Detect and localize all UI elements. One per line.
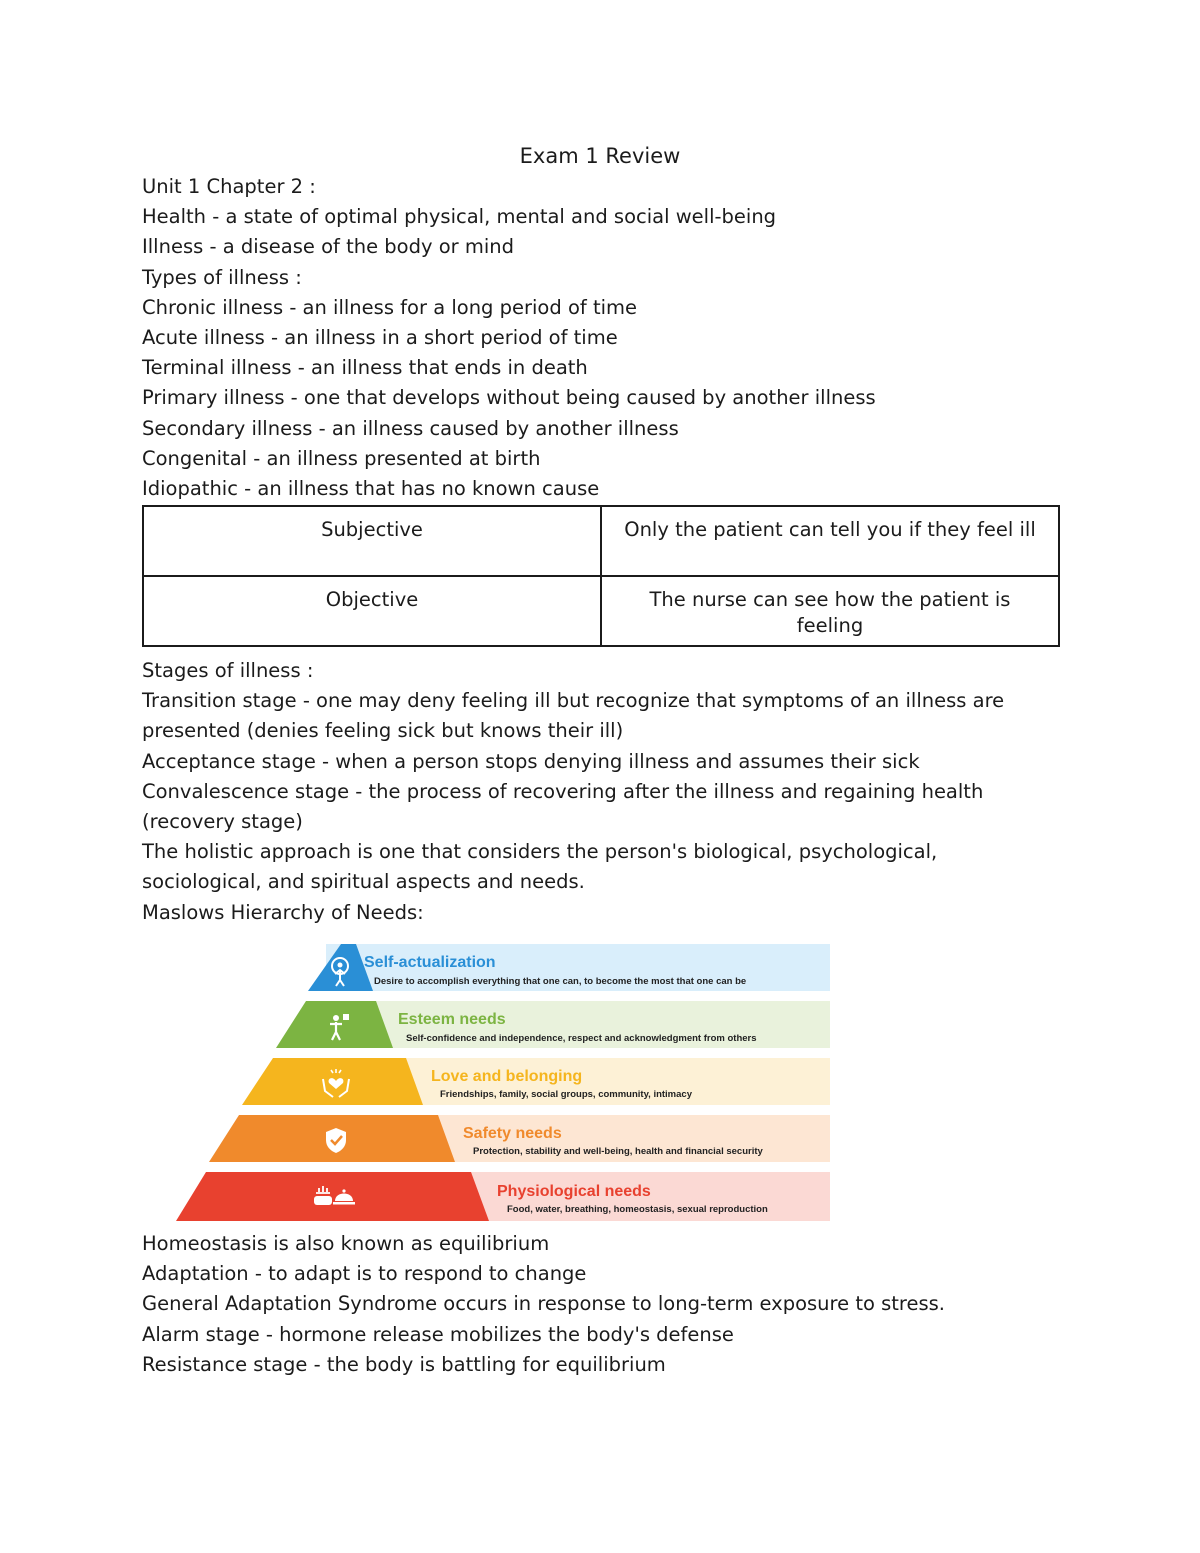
text-line: Resistance stage - the body is battling for equilibrium: [142, 1352, 666, 1376]
text-line: Unit 1 Chapter 2 :: [142, 175, 316, 198]
pyramid-level-3: [242, 1058, 830, 1105]
table-cell-desc: Only the patient can tell you if they feel ill: [601, 506, 1059, 576]
section-adaptation: [142, 1229, 1062, 1380]
table-cell-term: Subjective: [143, 506, 601, 576]
text-line: General Adaptation Syndrome occurs in response to long-term exposure to stress.: [142, 1292, 946, 1316]
maslow-pyramid: [176, 944, 830, 1222]
level-trapezoid: [176, 1172, 489, 1221]
symptoms-table: [142, 505, 1060, 647]
level-title: Esteem needs: [398, 1011, 506, 1028]
text-line: Illness - a disease of the body or mind: [142, 235, 515, 259]
text-line: Terminal illness - an illness that ends in death: [142, 356, 588, 380]
text-line: Maslows Hierarchy of Needs:: [142, 900, 424, 924]
pyramid-level-1: [308, 944, 830, 991]
text-line: Congenital - an illness presented at birth: [142, 446, 541, 470]
text-line: Homeostasis is also known as equilibrium: [142, 1232, 550, 1255]
level-description: Desire to accomplish everything that one can, to become the most that one can be: [374, 976, 747, 987]
text-line: Types of illness :: [142, 265, 302, 289]
level-title: Safety needs: [463, 1125, 562, 1142]
section-stages: [142, 656, 1062, 928]
level-description: Protection, stability and well-being, health and financial security: [473, 1146, 763, 1157]
level-title: Love and belonging: [431, 1068, 583, 1085]
text-line: Health - a state of optimal physical, mental and social well-being: [142, 205, 777, 229]
text-paragraph: Transition stage - one may deny feeling ill but recognize that symptoms of an illness are presented (denies feeling sick but knows their ill): [142, 689, 1005, 743]
text-paragraph: The holistic approach is one that considers the person's biological, psychological, sociological, and spiritual aspects and needs.: [142, 840, 938, 894]
text-paragraph: Convalescence stage - the process of recovering after the illness and regaining health (recovery stage): [142, 779, 984, 834]
text-line: Idiopathic - an illness that has no known cause: [142, 477, 600, 501]
document-title: Exam 1 Review: [519, 144, 681, 168]
level-description: Self-confidence and independence, respect and acknowledgment from others: [406, 1033, 757, 1044]
text-line: Primary illness - one that develops without being caused by another illness: [142, 386, 876, 410]
text-line: Alarm stage - hormone release mobilizes the body's defense: [142, 1322, 734, 1346]
level-description: Friendships, family, social groups, community, intimacy: [440, 1089, 692, 1100]
pyramid-level-5: [176, 1172, 830, 1221]
text-line: Acceptance stage - when a person stops denying illness and assumes their sick: [142, 749, 920, 773]
text-line: Chronic illness - an illness for a long period of time: [142, 295, 637, 319]
level-description: Food, water, breathing, homeostasis, sexual reproduction: [507, 1204, 768, 1215]
table-row: [143, 506, 1059, 576]
table-cell-term: Objective: [143, 576, 601, 646]
table-cell-desc: The nurse can see how the patient is feeling: [601, 576, 1059, 646]
text-line: Stages of illness :: [142, 659, 314, 682]
level-title: Self-actualization: [364, 954, 496, 971]
pyramid-level-2: [276, 1001, 830, 1048]
level-title: Physiological needs: [497, 1183, 651, 1200]
text-line: Secondary illness - an illness caused by another illness: [142, 416, 679, 440]
section-definitions: [142, 172, 1062, 504]
text-line: Adaptation - to adapt is to respond to change: [142, 1262, 587, 1286]
text-line: Acute illness - an illness in a short period of time: [142, 326, 618, 350]
table-row: [143, 576, 1059, 646]
pyramid-level-4: [209, 1115, 830, 1162]
